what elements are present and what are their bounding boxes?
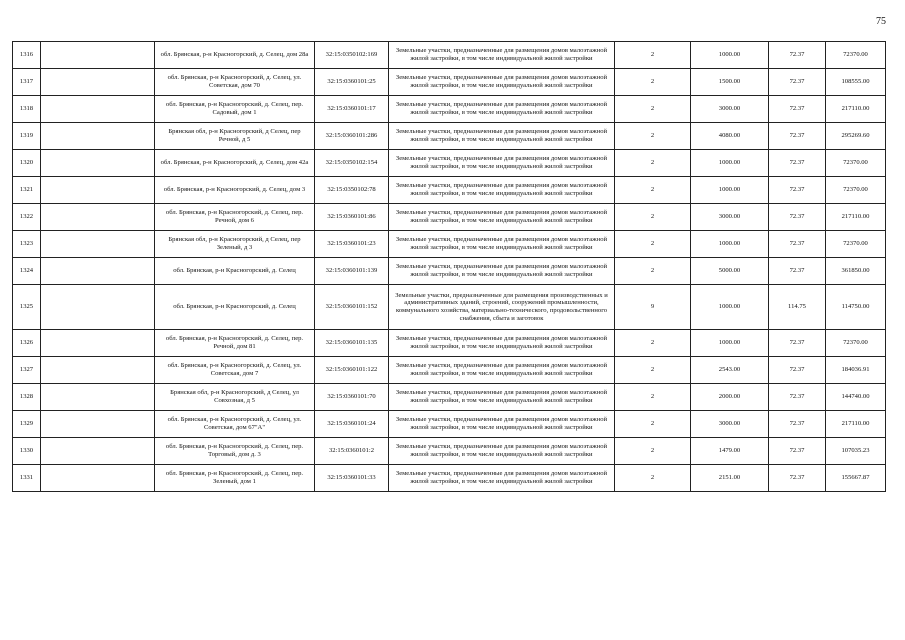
- row-land-use: Земельные участки, предназначенные для размещения домов малоэтажной жилой застройки, в том числе индивидуальной жилой застройки: [389, 231, 615, 258]
- row-address: Брянская обл, р-н Красногорский, д Селец, пер Речной, д 5: [155, 123, 315, 150]
- row-land-use: Земельные участки, предназначенные для размещения домов малоэтажной жилой застройки, в том числе индивидуальной жилой застройки: [389, 204, 615, 231]
- page-number: 75: [876, 16, 886, 27]
- row-group: 2: [615, 96, 691, 123]
- row-cadastral-number: 32:15:0360101:33: [315, 465, 389, 492]
- row-area: 3000.00: [691, 204, 769, 231]
- row-spacer: [41, 96, 155, 123]
- row-cadastral-number: 32:15:0360101:152: [315, 285, 389, 330]
- row-area: 1479.00: [691, 438, 769, 465]
- row-cadastral-number: 32:15:0350102:154: [315, 150, 389, 177]
- row-rate: 72.37: [769, 384, 826, 411]
- row-cadastral-value: 72370.00: [826, 42, 886, 69]
- row-rate: 72.37: [769, 438, 826, 465]
- row-spacer: [41, 177, 155, 204]
- row-rate: 72.37: [769, 69, 826, 96]
- row-land-use: Земельные участки, предназначенные для размещения домов малоэтажной жилой застройки, в том числе индивидуальной жилой застройки: [389, 330, 615, 357]
- row-cadastral-value: 72370.00: [826, 150, 886, 177]
- table-row: [13, 411, 886, 438]
- table-row: [13, 357, 886, 384]
- row-spacer: [41, 285, 155, 330]
- row-spacer: [41, 411, 155, 438]
- row-area: 1000.00: [691, 330, 769, 357]
- row-address: обл. Брянская, р-н Красногорский, д. Селец, дом 3: [155, 177, 315, 204]
- row-group: 2: [615, 123, 691, 150]
- row-number: 1324: [13, 258, 41, 285]
- row-cadastral-number: 32:15:0350102:169: [315, 42, 389, 69]
- row-cadastral-number: 32:15:0360101:139: [315, 258, 389, 285]
- row-address: обл. Брянская, р-н Красногорский, д. Селец, пер. Садовый, дом 1: [155, 96, 315, 123]
- row-cadastral-number: 32:15:0360101:135: [315, 330, 389, 357]
- row-number: 1317: [13, 69, 41, 96]
- row-address: обл. Брянская, р-н Красногорский, д. Селец, ул. Советская, дом 70: [155, 69, 315, 96]
- row-cadastral-number: 32:15:0360101:2: [315, 438, 389, 465]
- row-number: 1326: [13, 330, 41, 357]
- row-number: 1322: [13, 204, 41, 231]
- row-rate: 72.37: [769, 123, 826, 150]
- row-spacer: [41, 357, 155, 384]
- table-row: [13, 465, 886, 492]
- row-number: 1329: [13, 411, 41, 438]
- table-row: [13, 204, 886, 231]
- row-rate: 72.37: [769, 258, 826, 285]
- row-land-use: Земельные участки, предназначенные для размещения домов малоэтажной жилой застройки, в том числе индивидуальной жилой застройки: [389, 357, 615, 384]
- row-group: 2: [615, 384, 691, 411]
- table-row: [13, 177, 886, 204]
- row-spacer: [41, 465, 155, 492]
- table-row: [13, 285, 886, 330]
- table-row: [13, 96, 886, 123]
- row-cadastral-number: 32:15:0360101:23: [315, 231, 389, 258]
- row-cadastral-number: 32:15:0360101:86: [315, 204, 389, 231]
- row-area: 1500.00: [691, 69, 769, 96]
- table-row: [13, 42, 886, 69]
- row-land-use: Земельные участки, предназначенные для размещения домов малоэтажной жилой застройки, в том числе индивидуальной жилой застройки: [389, 123, 615, 150]
- row-area: 5000.00: [691, 258, 769, 285]
- row-address: обл. Брянская, р-н Красногорский, д. Селец, пер. Речной, дом 6: [155, 204, 315, 231]
- row-number: 1321: [13, 177, 41, 204]
- row-spacer: [41, 384, 155, 411]
- row-cadastral-value: 114750.00: [826, 285, 886, 330]
- row-group: 2: [615, 357, 691, 384]
- row-cadastral-value: 217110.00: [826, 204, 886, 231]
- row-address: обл. Брянская, р-н Красногорский, д. Селец: [155, 285, 315, 330]
- row-cadastral-value: 72370.00: [826, 330, 886, 357]
- row-cadastral-value: 217110.00: [826, 96, 886, 123]
- row-rate: 72.37: [769, 411, 826, 438]
- row-number: 1331: [13, 465, 41, 492]
- row-cadastral-number: 32:15:0360101:122: [315, 357, 389, 384]
- row-number: 1318: [13, 96, 41, 123]
- row-rate: 72.37: [769, 465, 826, 492]
- table-row: [13, 231, 886, 258]
- row-land-use: Земельные участки, предназначенные для размещения домов малоэтажной жилой застройки, в том числе индивидуальной жилой застройки: [389, 438, 615, 465]
- row-rate: 72.37: [769, 231, 826, 258]
- row-rate: 72.37: [769, 42, 826, 69]
- table-row: [13, 258, 886, 285]
- row-address: Брянская обл, р-н Красногорский, д Селец, пер Зеленый, д 3: [155, 231, 315, 258]
- row-cadastral-value: 217110.00: [826, 411, 886, 438]
- row-cadastral-number: 32:15:0360101:70: [315, 384, 389, 411]
- table-row: [13, 438, 886, 465]
- row-group: 2: [615, 150, 691, 177]
- row-rate: 72.37: [769, 330, 826, 357]
- row-address: обл. Брянская, р-н Красногорский, д. Селец, ул. Советская, дом 67"А": [155, 411, 315, 438]
- row-number: 1323: [13, 231, 41, 258]
- row-cadastral-number: 32:15:0360101:25: [315, 69, 389, 96]
- row-rate: 72.37: [769, 204, 826, 231]
- row-area: 1000.00: [691, 285, 769, 330]
- row-number: 1330: [13, 438, 41, 465]
- row-group: 2: [615, 258, 691, 285]
- row-spacer: [41, 231, 155, 258]
- row-rate: 114.75: [769, 285, 826, 330]
- row-group: 2: [615, 69, 691, 96]
- row-cadastral-value: 108555.00: [826, 69, 886, 96]
- row-group: 2: [615, 465, 691, 492]
- row-spacer: [41, 69, 155, 96]
- row-group: 9: [615, 285, 691, 330]
- row-land-use: Земельные участки, предназначенные для размещения домов малоэтажной жилой застройки, в том числе индивидуальной жилой застройки: [389, 150, 615, 177]
- row-area: 3000.00: [691, 411, 769, 438]
- row-number: 1327: [13, 357, 41, 384]
- table-row: [13, 330, 886, 357]
- table-row: [13, 384, 886, 411]
- row-area: 1000.00: [691, 177, 769, 204]
- row-area: 1000.00: [691, 42, 769, 69]
- row-land-use: Земельные участки, предназначенные для размещения домов малоэтажной жилой застройки, в том числе индивидуальной жилой застройки: [389, 96, 615, 123]
- row-address: обл. Брянская, р-н Красногорский, д. Селец, дом 42а: [155, 150, 315, 177]
- row-address: обл. Брянская, р-н Красногорский, д. Селец, дом 28а: [155, 42, 315, 69]
- row-group: 2: [615, 231, 691, 258]
- row-rate: 72.37: [769, 150, 826, 177]
- row-group: 2: [615, 330, 691, 357]
- row-spacer: [41, 150, 155, 177]
- row-spacer: [41, 204, 155, 231]
- row-land-use: Земельные участки, предназначенные для размещения производственных и административных зданий, строений, сооружений промышленности, коммунального хозяйства, материально-технического, продовольственного снабжения, сбыта и заготовок: [389, 285, 615, 330]
- row-cadastral-value: 155667.87: [826, 465, 886, 492]
- row-land-use: Земельные участки, предназначенные для размещения домов малоэтажной жилой застройки, в том числе индивидуальной жилой застройки: [389, 411, 615, 438]
- row-land-use: Земельные участки, предназначенные для размещения домов малоэтажной жилой застройки, в том числе индивидуальной жилой застройки: [389, 384, 615, 411]
- row-spacer: [41, 123, 155, 150]
- row-address: Брянская обл, р-н Красногорский, д Селец, ул Совхозная, д 5: [155, 384, 315, 411]
- row-rate: 72.37: [769, 177, 826, 204]
- row-spacer: [41, 42, 155, 69]
- row-cadastral-value: 184036.91: [826, 357, 886, 384]
- row-land-use: Земельные участки, предназначенные для размещения домов малоэтажной жилой застройки, в том числе индивидуальной жилой застройки: [389, 177, 615, 204]
- row-land-use: Земельные участки, предназначенные для размещения домов малоэтажной жилой застройки, в том числе индивидуальной жилой застройки: [389, 69, 615, 96]
- table-row: [13, 123, 886, 150]
- row-area: 1000.00: [691, 231, 769, 258]
- row-cadastral-value: 144740.00: [826, 384, 886, 411]
- row-cadastral-value: 107035.23: [826, 438, 886, 465]
- row-address: обл. Брянская, р-н Красногорский, д. Селец, пер. Зеленый, дом 1: [155, 465, 315, 492]
- row-cadastral-value: 72370.00: [826, 177, 886, 204]
- row-address: обл. Брянская, р-н Красногорский, д. Селец, пер. Речной, дом 81: [155, 330, 315, 357]
- row-number: 1325: [13, 285, 41, 330]
- row-number: 1328: [13, 384, 41, 411]
- row-number: 1319: [13, 123, 41, 150]
- row-area: 2000.00: [691, 384, 769, 411]
- row-address: обл. Брянская, р-н Красногорский, д. Селец, пер. Торговый, дом д. 3: [155, 438, 315, 465]
- row-cadastral-number: 32:15:0360101:286: [315, 123, 389, 150]
- row-spacer: [41, 330, 155, 357]
- row-cadastral-number: 32:15:0360101:17: [315, 96, 389, 123]
- row-group: 2: [615, 177, 691, 204]
- row-spacer: [41, 258, 155, 285]
- row-cadastral-value: 295269.60: [826, 123, 886, 150]
- row-area: 1000.00: [691, 150, 769, 177]
- row-area: 3000.00: [691, 96, 769, 123]
- row-land-use: Земельные участки, предназначенные для размещения домов малоэтажной жилой застройки, в том числе индивидуальной жилой застройки: [389, 258, 615, 285]
- row-address: обл. Брянская, р-н Красногорский, д. Селец: [155, 258, 315, 285]
- row-area: 4080.00: [691, 123, 769, 150]
- row-land-use: Земельные участки, предназначенные для размещения домов малоэтажной жилой застройки, в том числе индивидуальной жилой застройки: [389, 42, 615, 69]
- row-group: 2: [615, 42, 691, 69]
- row-rate: 72.37: [769, 96, 826, 123]
- land-register-table: [12, 41, 886, 492]
- table-row: [13, 150, 886, 177]
- row-group: 2: [615, 204, 691, 231]
- row-group: 2: [615, 411, 691, 438]
- row-number: 1320: [13, 150, 41, 177]
- row-group: 2: [615, 438, 691, 465]
- row-number: 1316: [13, 42, 41, 69]
- row-area: 2151.00: [691, 465, 769, 492]
- row-land-use: Земельные участки, предназначенные для размещения домов малоэтажной жилой застройки, в том числе индивидуальной жилой застройки: [389, 465, 615, 492]
- row-area: 2543.00: [691, 357, 769, 384]
- row-cadastral-value: 361850.00: [826, 258, 886, 285]
- row-cadastral-number: 32:15:0360101:24: [315, 411, 389, 438]
- row-rate: 72.37: [769, 357, 826, 384]
- row-spacer: [41, 438, 155, 465]
- row-cadastral-number: 32:15:0350102:78: [315, 177, 389, 204]
- table-row: [13, 69, 886, 96]
- row-cadastral-value: 72370.00: [826, 231, 886, 258]
- row-address: обл. Брянская, р-н Красногорский, д. Селец, ул. Советская, дом 7: [155, 357, 315, 384]
